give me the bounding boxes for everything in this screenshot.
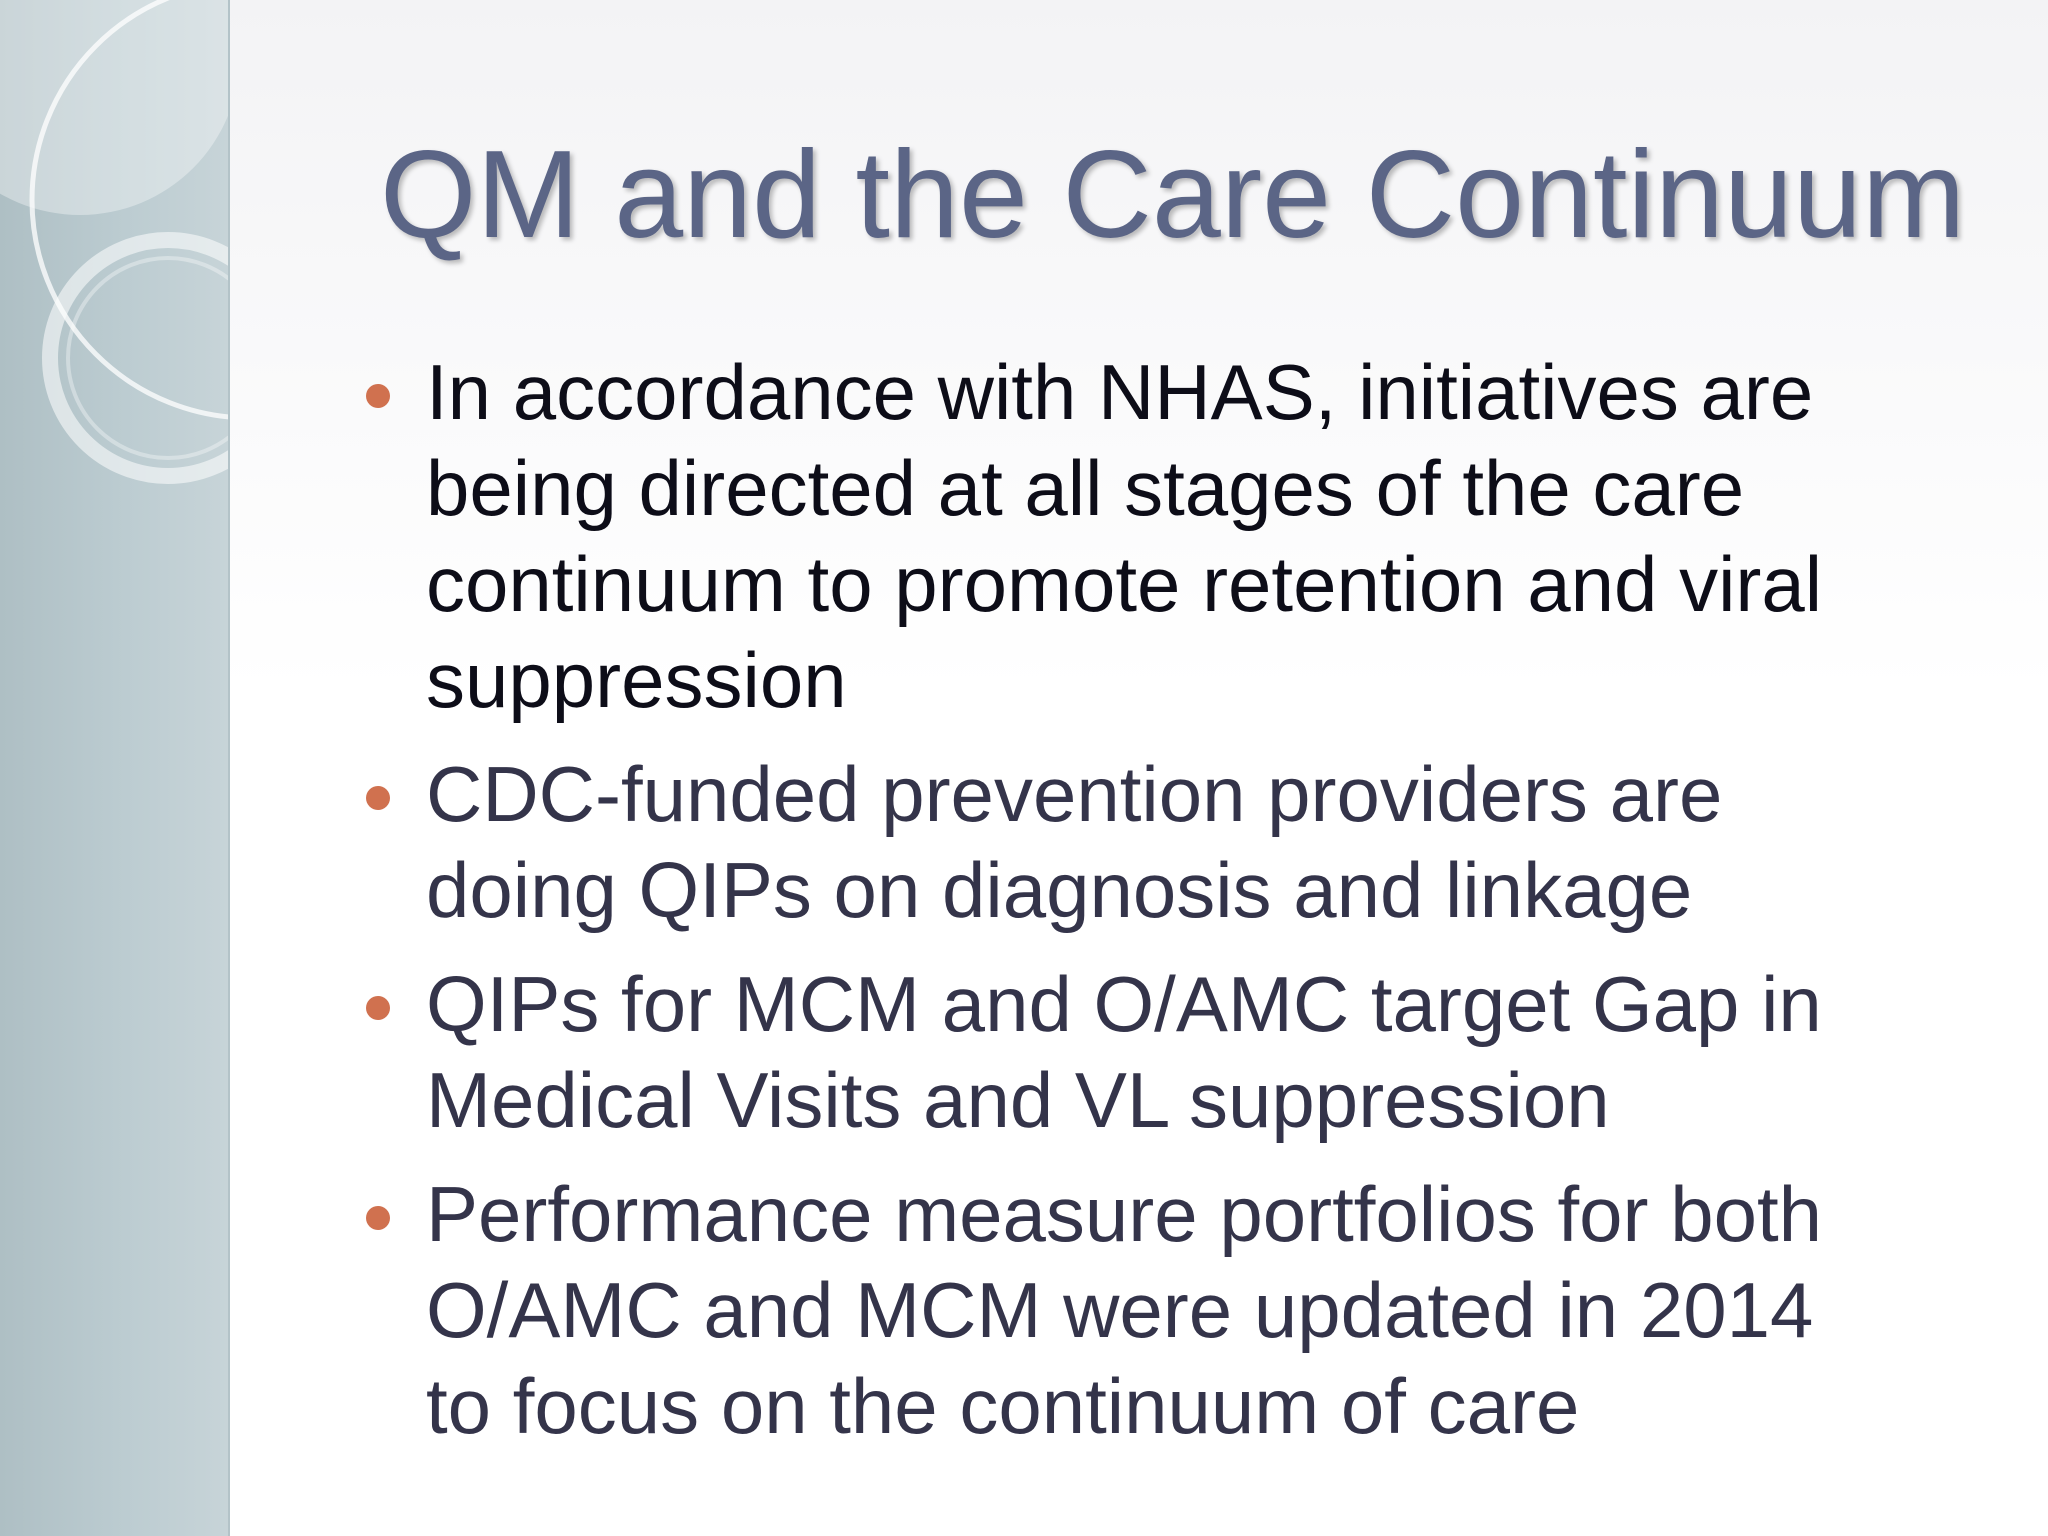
bullet-text: CDC-funded prevention providers are doing QIPs on diagnosis and linkage (426, 750, 1723, 934)
bullet-item (366, 344, 1886, 728)
bullet-text: QIPs for MCM and O/AMC target Gap in Medical Visits and VL suppression (426, 960, 1822, 1144)
bullet-dot-icon (366, 996, 390, 1020)
slide-title: QM and the Care Continuum (380, 126, 1966, 264)
bullet-item (366, 1166, 1886, 1454)
decorative-sidebar (0, 0, 230, 1536)
bullet-text: Performance measure portfolios for both O/AMC and MCM were updated in 2014 to focus on the continuum of care (426, 1170, 1823, 1450)
bullet-item (366, 746, 1886, 938)
bullet-item (366, 956, 1886, 1148)
bullet-dot-icon (366, 384, 390, 408)
bullet-list (366, 344, 1886, 1472)
bullet-text: In accordance with NHAS, initiatives are being directed at all stages of the care continuum to promote retention and viral suppression (426, 348, 1823, 724)
bullet-dot-icon (366, 786, 390, 810)
concentric-circles-icon (0, 0, 228, 520)
bullet-dot-icon (366, 1206, 390, 1230)
